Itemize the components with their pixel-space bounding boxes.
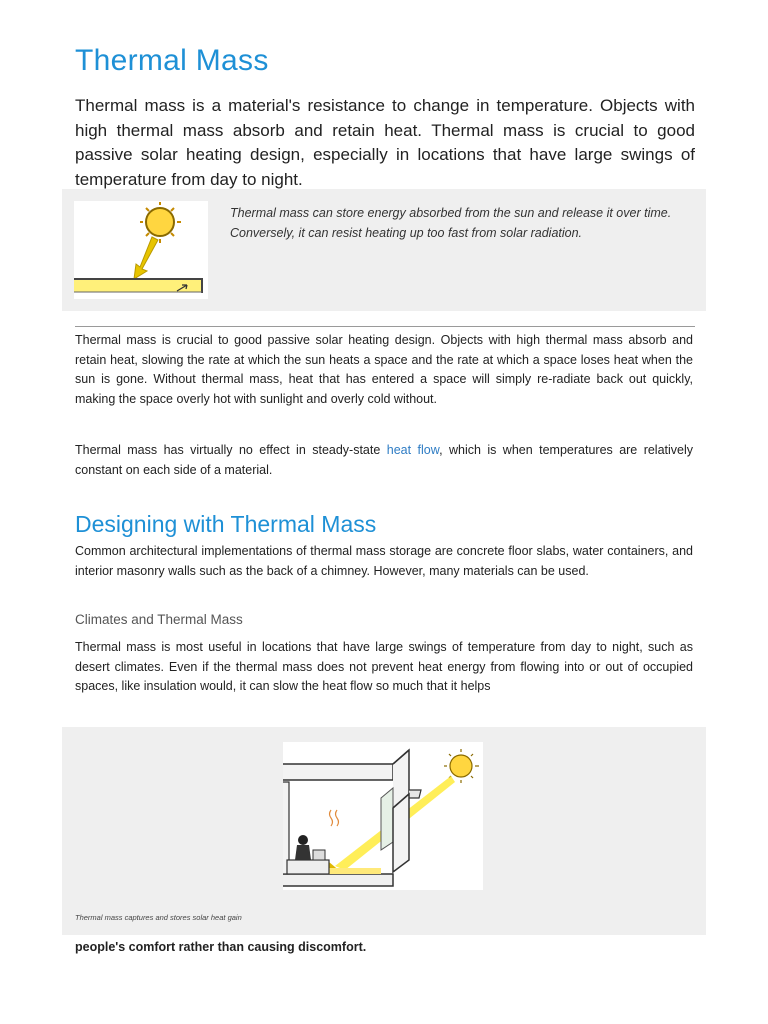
subsection-heading: Climates and Thermal Mass [75,612,243,627]
intro-paragraph: Thermal mass is a material's resistance to change in temperature. Objects with high thermal mass absorb and retain heat. Thermal mass is crucial to good passive solar heating design, especially in locations that have large swings of temperature from day to night. [75,96,695,189]
section-heading: Designing with Thermal Mass [75,511,377,537]
body-paragraph-3: Common architectural implementations of thermal mass storage are concrete floor slabs, water containers, and interior masonry walls such as the back of a chimney. However, many materials can be used. [75,544,693,578]
body-paragraph-5: people's comfort rather than causing discomfort. [75,940,367,954]
page-title: Thermal Mass [75,44,269,77]
paragraph-2-text-a: Thermal mass has virtually no effect in steady-state [75,443,387,457]
body-paragraph-2 [75,441,693,480]
house-solar-gain-illustration [283,742,483,890]
house-figure-panel [62,727,706,935]
body-paragraph-4: Thermal mass is most useful in locations that have large swings of temperature from day to night, such as desert climates. Even if the thermal mass does not prevent heat energy from flowing into or out of occupied spaces, like insulation would, it can slow the heat flow so much that it helps [75,640,693,693]
figure-caption-1: Thermal mass can store energy absorbed from the sun and release it over time. Conversely, it can resist heating up too fast from solar radiation. [230,206,672,240]
sun-figure-panel [62,189,706,311]
figure-caption-2: Thermal mass captures and stores solar heat gain [75,913,242,922]
paragraph-2-text-b: , which is when temperatures are relatively constant on each side of a material. [75,443,694,477]
sun-on-slab-illustration [74,201,208,299]
heat-flow-link[interactable]: heat flow [386,443,440,457]
body-paragraph-1: Thermal mass is crucial to good passive solar heating design. Objects with high thermal mass absorb and retain heat, slowing the rate at which the sun heats a space and the rate at which a space loses heat when the sun is gone. Without thermal mass, heat that has entered a space will simply re-radiate back out quickly, making the space overly hot with sunlight and overly cold without. [75,333,693,406]
divider [75,326,695,327]
